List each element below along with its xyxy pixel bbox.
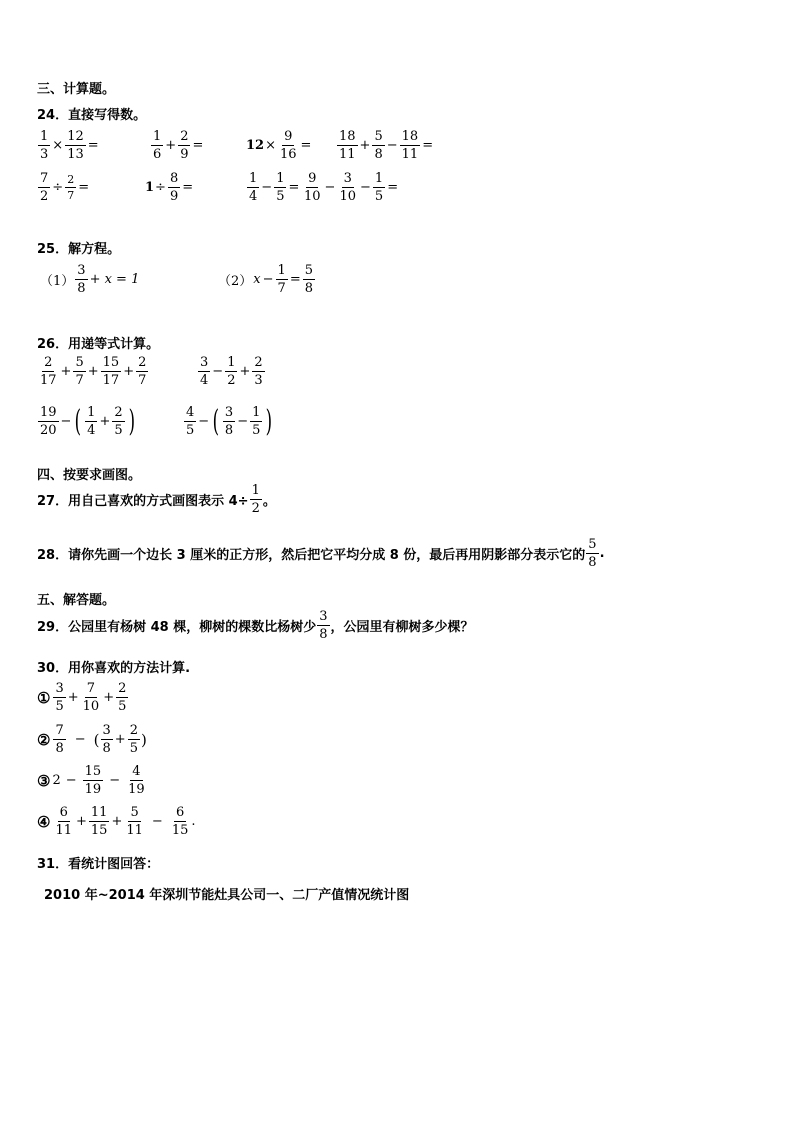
denominator: 7 <box>75 373 84 388</box>
fraction <box>151 130 163 161</box>
numerator: 6 <box>59 805 68 820</box>
numerator: 3 <box>343 171 352 186</box>
fraction <box>81 682 102 713</box>
fraction <box>38 130 50 161</box>
operator: − <box>237 414 249 429</box>
item-marker: ① <box>37 688 51 707</box>
numerator: 7 <box>40 171 49 186</box>
denominator: 8 <box>588 555 597 570</box>
fraction <box>73 356 85 387</box>
section-4-heading: 四、按要求画图。 <box>37 468 142 483</box>
denominator: 8 <box>224 423 234 438</box>
section-3-heading: 三、计算题。 <box>37 82 116 97</box>
operator: − <box>109 773 121 788</box>
q25-equation-1: （1） $\frac{3}{8}$ + x = 1 <box>40 263 140 296</box>
fraction <box>247 172 259 203</box>
fraction <box>225 356 237 387</box>
q26-expr-1 <box>37 356 149 387</box>
numerator: 2 <box>138 355 147 370</box>
fraction <box>250 406 262 437</box>
q30-item-2: ② $\frac{7}{8}$ − ( $\frac{3}{8}$ + $\frac{2}{5}$ ) <box>37 723 147 756</box>
numerator: 1 <box>374 171 384 186</box>
fraction <box>274 172 286 203</box>
denominator: 10 <box>304 189 321 204</box>
item-marker: ② <box>37 730 51 749</box>
q24-expr-8 <box>301 172 399 203</box>
operator: = <box>78 180 90 195</box>
numerator: 1 <box>227 355 236 370</box>
denominator: 16 <box>280 147 297 162</box>
operator: = <box>300 138 312 153</box>
operator: + <box>87 364 99 379</box>
numerator: 7 <box>55 723 64 738</box>
q28: 28．请你先画一个边长 3 厘米的正方形，然后把它平均分成 8 份，最后再用阴影部分表示它的 $\frac{5}{8}$ . <box>37 537 605 570</box>
denominator: 8 <box>304 281 313 296</box>
numerator: 5 <box>588 537 597 552</box>
q25-title: 25．解方程。 <box>37 242 121 257</box>
numerator: 1 <box>276 171 285 186</box>
numerator: 4 <box>186 405 195 420</box>
denominator: 15 <box>171 823 189 838</box>
fraction <box>168 172 180 203</box>
q31-chart-title: 2010 年~2014 年深圳节能灶具公司一、二厂产值情况统计图 <box>44 888 410 903</box>
fraction <box>85 406 97 437</box>
denominator: 5 <box>118 699 127 714</box>
fraction <box>53 724 65 755</box>
denominator: 15 <box>90 823 108 838</box>
denominator: 5 <box>186 423 195 438</box>
denominator: 3 <box>254 373 263 388</box>
fraction <box>65 130 86 161</box>
numerator: 9 <box>308 171 317 186</box>
fraction <box>250 484 262 515</box>
denominator: 2 <box>227 373 236 388</box>
q24-expr-5 <box>37 172 90 203</box>
fraction <box>278 130 299 161</box>
denominator: 4 <box>200 373 209 388</box>
numerator: 5 <box>304 263 313 278</box>
q26-expr-2 <box>197 356 266 387</box>
fraction <box>400 130 421 161</box>
fraction <box>38 172 50 203</box>
parenthesis: ) <box>266 403 273 439</box>
fraction <box>38 406 59 437</box>
q25-equation-2: （2） x − $\frac{1}{7}$ = $\frac{5}{8}$ <box>218 263 313 296</box>
denominator: 11 <box>55 823 72 838</box>
fraction <box>302 172 323 203</box>
numerator: 1 <box>251 483 260 498</box>
denominator: 17 <box>102 373 120 388</box>
numerator: 2 <box>180 129 189 144</box>
denominator: 6 <box>153 147 162 162</box>
operator: + <box>123 364 135 379</box>
fraction <box>198 356 210 387</box>
q31-title: 31．看统计图回答： <box>37 857 160 872</box>
numerator: 19 <box>40 405 57 420</box>
numerator: 1 <box>153 129 162 144</box>
denominator: 7 <box>277 281 286 296</box>
q30-title: 30．用你喜欢的方法计算. <box>37 661 191 676</box>
fraction <box>178 130 190 161</box>
denominator: 4 <box>87 423 96 438</box>
operator: − <box>386 138 398 153</box>
numerator: 3 <box>55 681 64 696</box>
numerator: 5 <box>75 355 84 370</box>
fraction <box>75 264 87 295</box>
operator: = <box>87 138 99 153</box>
numerator: 3 <box>102 723 111 738</box>
denominator: 2 <box>251 501 260 516</box>
fraction <box>124 806 145 837</box>
q30-item-4: ④ $\frac{6}{11}$ + $\frac{11}{15}$ + $\frac{5}{11}$ − $\frac{6}{15}$ . <box>37 805 196 838</box>
operator: − <box>198 414 210 429</box>
denominator: 11 <box>401 147 419 162</box>
fraction <box>303 264 315 295</box>
item-marker: ③ <box>37 771 51 790</box>
fraction <box>252 356 264 387</box>
denominator: 11 <box>126 823 143 838</box>
operator: = <box>289 272 301 287</box>
numerator: 1 <box>40 129 49 144</box>
section-5-heading: 五、解答题。 <box>37 593 116 608</box>
operator: + x = 1 <box>89 272 140 287</box>
numerator: 5 <box>374 129 383 144</box>
numerator: 15 <box>102 355 120 370</box>
operator: + <box>111 814 123 829</box>
operator: + <box>103 690 115 705</box>
operator: x <box>253 272 261 287</box>
denominator: 8 <box>319 627 328 642</box>
q24-expr-3: 12 × $\frac{9}{16}$ = <box>246 129 312 162</box>
denominator: 5 <box>129 741 138 756</box>
denominator: 2 <box>40 189 49 204</box>
denominator: 3 <box>40 147 49 162</box>
numerator: 18 <box>401 129 419 144</box>
operator: − <box>151 814 163 829</box>
operator: + <box>114 732 126 747</box>
fraction <box>373 172 385 203</box>
operator: − <box>74 732 86 747</box>
operator: ÷ <box>52 180 64 195</box>
fraction <box>136 356 148 387</box>
q30-item-1 <box>37 682 129 713</box>
operator: − <box>261 180 273 195</box>
numerator: 1 <box>249 171 258 186</box>
numerator: 2 <box>67 173 75 186</box>
numerator: 3 <box>200 355 209 370</box>
numerator: 3 <box>77 263 86 278</box>
fraction <box>126 765 147 796</box>
numerator: 1 <box>277 263 286 278</box>
denominator: 19 <box>84 782 102 797</box>
fraction <box>101 724 113 755</box>
denominator: 20 <box>40 423 57 438</box>
numerator: 2 <box>118 681 127 696</box>
numerator: 15 <box>84 764 102 779</box>
operator: + <box>99 414 111 429</box>
fraction <box>128 724 140 755</box>
denominator: 9 <box>169 189 179 204</box>
operator: − <box>324 180 336 195</box>
denominator: 11 <box>339 147 356 162</box>
denominator: 7 <box>138 373 147 388</box>
operator: − <box>65 773 77 788</box>
operator: − <box>60 414 72 429</box>
denominator: 5 <box>276 189 285 204</box>
item-marker: ④ <box>37 812 51 831</box>
operator: − <box>212 364 224 379</box>
numerator: 8 <box>169 171 179 186</box>
fraction <box>337 172 358 203</box>
fraction <box>184 406 196 437</box>
q24-expr-2 <box>150 130 204 161</box>
q24-expr-1 <box>37 130 100 161</box>
fraction <box>223 406 235 437</box>
fraction <box>170 806 191 837</box>
denominator: 10 <box>82 699 100 714</box>
denominator: 7 <box>67 189 75 202</box>
denominator: 5 <box>55 699 64 714</box>
fraction <box>337 130 358 161</box>
q27: 27．用自己喜欢的方式画图表示 4÷ $\frac{1}{2}$ 。 <box>37 483 276 516</box>
numerator: 2 <box>129 723 138 738</box>
fraction <box>89 806 110 837</box>
fraction <box>53 806 74 837</box>
parenthesis: ( <box>75 403 82 439</box>
fraction <box>116 682 128 713</box>
operator: = <box>387 180 399 195</box>
operator: + <box>165 138 177 153</box>
operator: = <box>288 180 300 195</box>
operator: ÷ <box>155 180 166 195</box>
numerator: 12 <box>67 129 84 144</box>
denominator: 5 <box>374 189 384 204</box>
fraction <box>317 610 329 641</box>
fraction <box>101 356 122 387</box>
operator: + <box>239 364 251 379</box>
q24-expr-6: 1 ÷ $\frac{8}{9}$ = <box>145 171 194 204</box>
q29: 29．公园里有杨树 48 棵，柳树的棵数比杨树少 $\frac{3}{8}$ ，公园里有柳树多少棵？ <box>37 609 474 642</box>
operator: + <box>76 814 87 829</box>
numerator: 9 <box>284 129 293 144</box>
numerator: 6 <box>175 805 185 820</box>
denominator: 19 <box>128 782 145 797</box>
numerator: 2 <box>44 355 53 370</box>
fraction <box>586 538 598 569</box>
denominator: 13 <box>67 147 84 162</box>
operator: + <box>67 690 79 705</box>
parenthesis: ) <box>128 403 135 439</box>
denominator: 8 <box>374 147 383 162</box>
denominator: 5 <box>114 423 123 438</box>
q30-item-3: ③ 2 − $\frac{15}{19}$ − $\frac{4}{19}$ <box>37 764 145 797</box>
fraction <box>83 765 104 796</box>
numerator: 2 <box>254 355 263 370</box>
fraction <box>53 682 65 713</box>
denominator: 5 <box>252 423 261 438</box>
parenthesis: ( <box>212 403 220 439</box>
q26-title: 26．用递等式计算。 <box>37 337 160 352</box>
operator: − <box>262 272 274 287</box>
denominator: 9 <box>180 147 189 162</box>
operator: = <box>192 138 204 153</box>
operator: − <box>360 180 371 195</box>
denominator: 17 <box>40 373 57 388</box>
operator: × <box>52 138 64 153</box>
numerator: 4 <box>132 764 141 779</box>
numerator: 2 <box>114 405 123 420</box>
q24-title: 24．直接写得数。 <box>37 108 147 123</box>
numerator: 18 <box>339 129 356 144</box>
fraction <box>112 406 124 437</box>
fraction <box>372 130 384 161</box>
numerator: 1 <box>87 405 96 420</box>
operator: = <box>422 138 434 153</box>
denominator: 8 <box>77 281 86 296</box>
numerator: 5 <box>130 805 139 820</box>
operator: + <box>359 138 371 153</box>
numerator: 11 <box>90 805 108 820</box>
q26-expr-3 <box>37 403 137 439</box>
operator: × <box>265 138 276 153</box>
denominator: 8 <box>102 741 111 756</box>
denominator: 4 <box>249 189 258 204</box>
operator: = <box>182 180 194 195</box>
fraction <box>65 174 76 201</box>
q24-expr-4 <box>336 130 434 161</box>
denominator: 10 <box>339 189 356 204</box>
numerator: 7 <box>86 681 96 696</box>
fraction <box>276 264 288 295</box>
fraction <box>38 356 59 387</box>
q26-expr-4 <box>183 403 275 439</box>
numerator: 3 <box>224 405 234 420</box>
q24-expr-7 <box>246 172 300 203</box>
operator: + <box>60 364 72 379</box>
numerator: 1 <box>252 405 261 420</box>
numerator: 3 <box>319 609 328 624</box>
denominator: 8 <box>55 741 64 756</box>
